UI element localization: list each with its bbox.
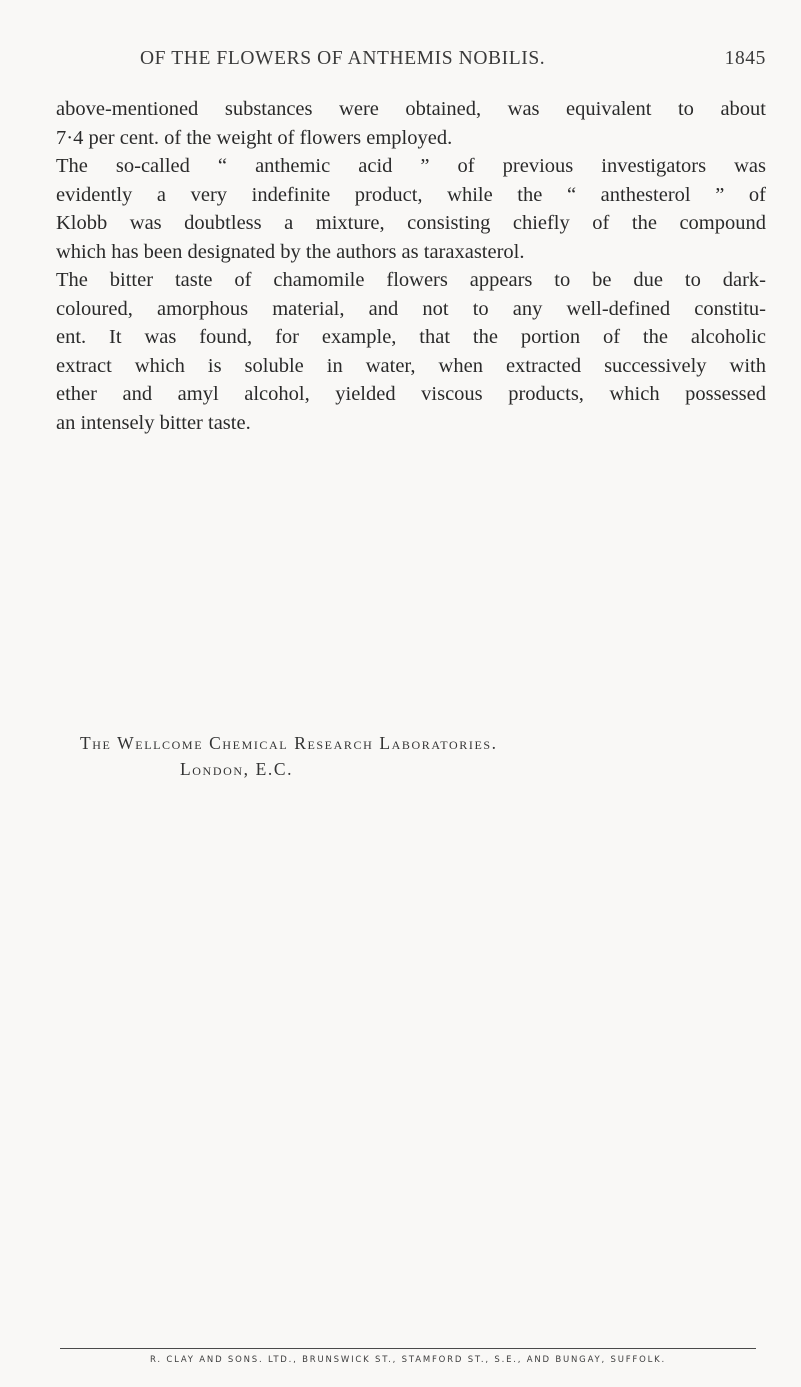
- text-line: which has been designated by the authors as taraxasterol.: [56, 240, 525, 263]
- affiliation-location: London, E.C.: [180, 759, 294, 779]
- text-line: evidently a very indefinite product, while the “ anthesterol ” of: [56, 183, 766, 206]
- text-line: an intensely bitter taste.: [56, 411, 251, 434]
- paragraph-3: [56, 266, 766, 437]
- imprint-rule: [60, 1348, 756, 1349]
- printer-imprint: R. CLAY AND SONS. LTD., BRUNSWICK ST., STAMFORD ST., S.E., AND BUNGAY, SUFFOLK.: [149, 1355, 667, 1365]
- affiliation-institution: The Wellcome Chemical Research Laboratories.: [80, 733, 498, 753]
- article-body: [56, 95, 766, 437]
- page-number: 1845: [724, 48, 766, 69]
- text-line: above-mentioned substances were obtained, was equivalent to about: [56, 98, 766, 120]
- text-line: The bitter taste of chamomile flowers appears to be due to dark-: [56, 269, 766, 291]
- text-line: 7·4 per cent. of the weight of flowers employed.: [56, 126, 453, 149]
- paragraph-2: [56, 152, 766, 266]
- text-line: coloured, amorphous material, and not to any well-defined constitu-: [56, 297, 766, 320]
- author-affiliation: [80, 730, 498, 782]
- text-line: ether and amyl alcohol, yielded viscous products, which possessed: [56, 383, 766, 405]
- paragraph-1: [56, 95, 766, 152]
- running-head: [140, 48, 766, 78]
- text-line: ent. It was found, for example, that the portion of the alcoholic: [56, 326, 766, 348]
- text-line: extract which is soluble in water, when extracted successively with: [56, 354, 766, 377]
- text-line: The so-called “ anthemic acid ” of previous investigators was: [56, 155, 766, 177]
- text-line: Klobb was doubtless a mixture, consisting chiefly of the compound: [56, 212, 766, 234]
- running-title: OF THE FLOWERS OF ANTHEMIS NOBILIS.: [140, 48, 546, 69]
